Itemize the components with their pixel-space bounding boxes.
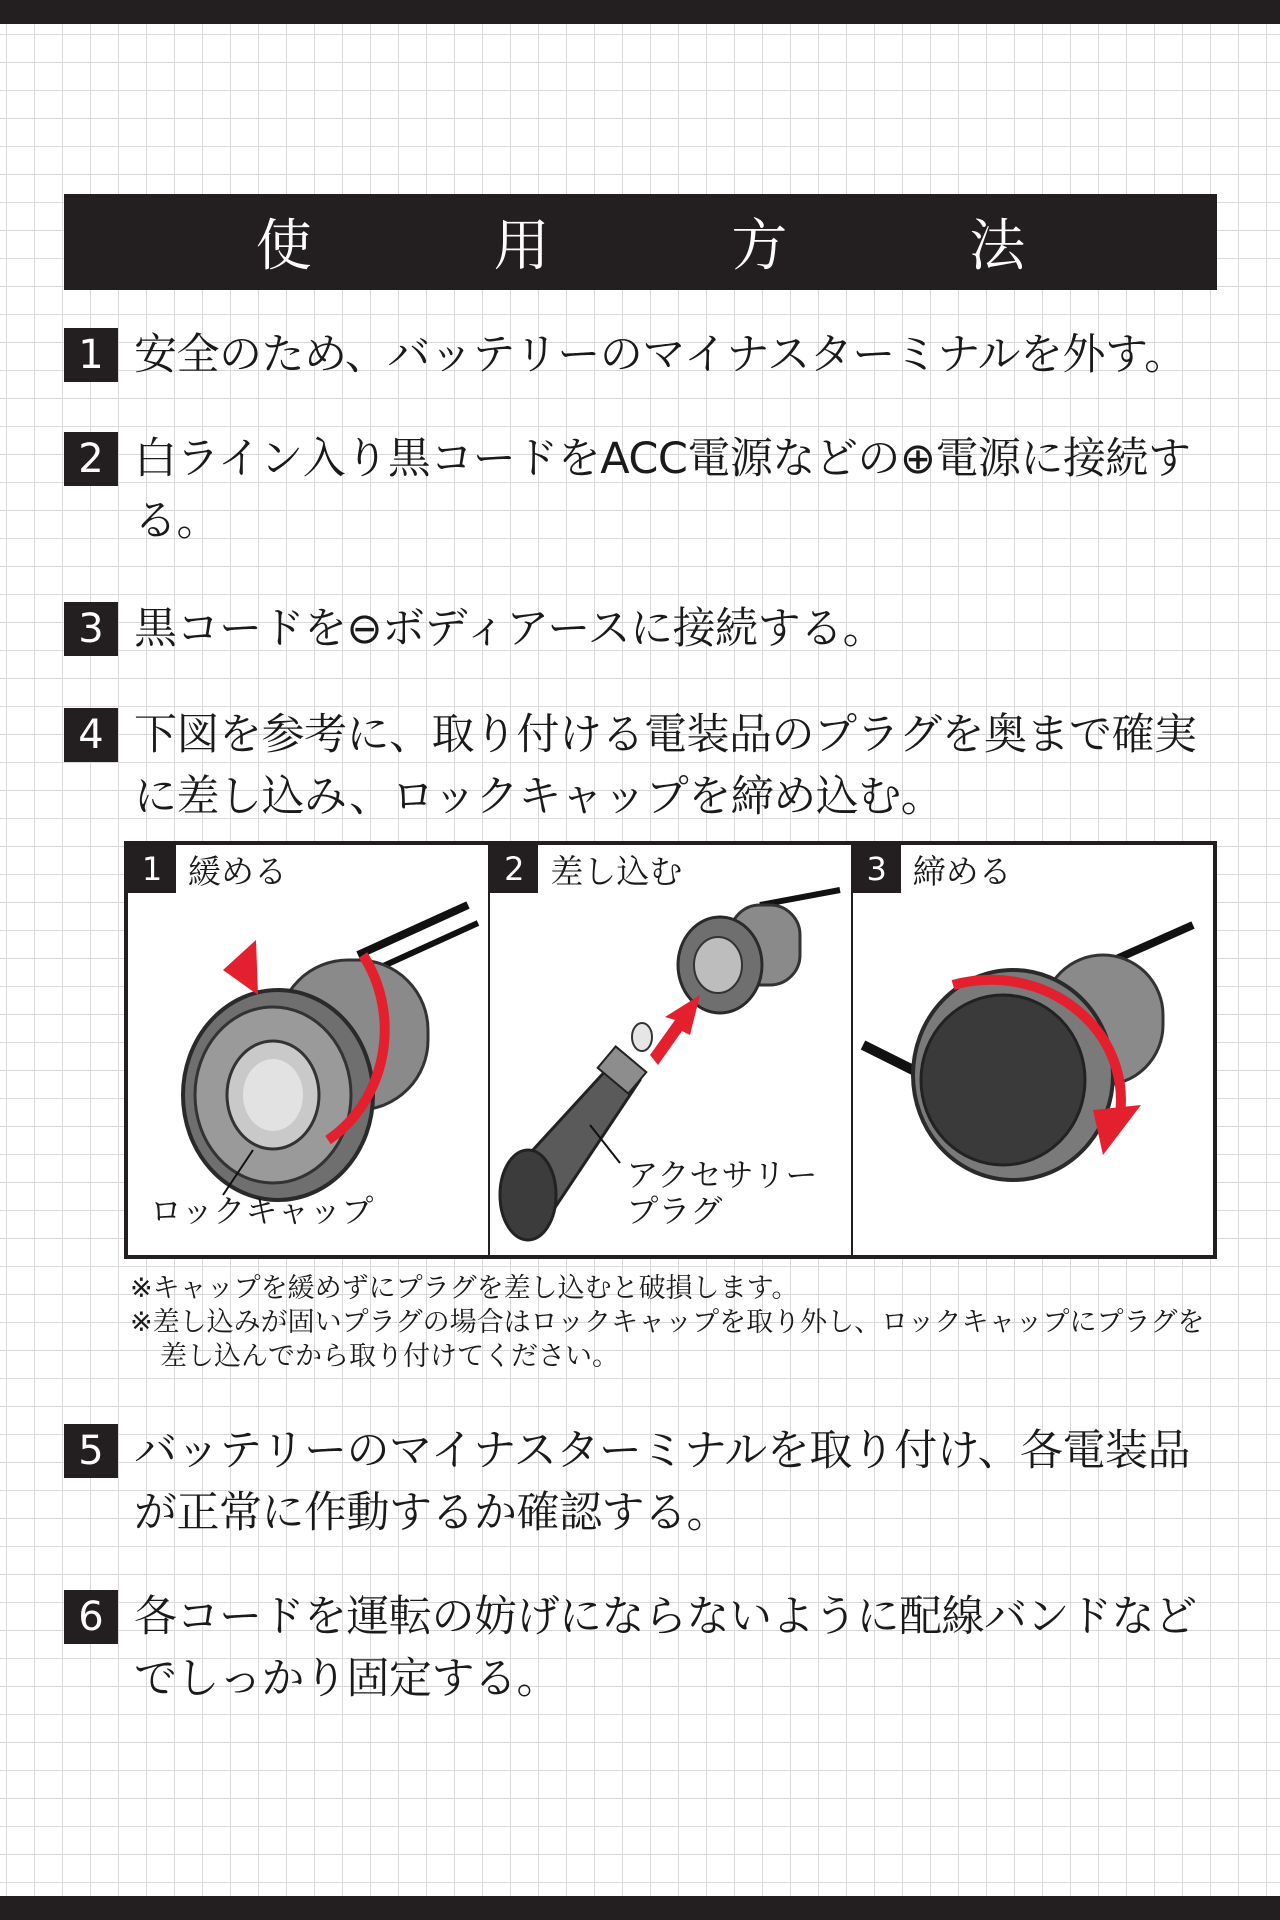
panel-label: 差し込む: [550, 851, 683, 891]
step-text: 下図を参考に、取り付ける電装品のプラグを奥まで確実に差し込み、ロックキャップを締め込む。: [134, 710, 1197, 822]
panel-header: [853, 845, 1012, 893]
panel-label: 締める: [912, 851, 1012, 891]
installation-diagram: [124, 841, 1217, 1259]
step-number: 5: [64, 1424, 118, 1478]
accessory-plug-callout: アクセサリー プラグ: [626, 1156, 818, 1230]
page-title-bar: [64, 194, 1217, 290]
note-item: [130, 1306, 1220, 1374]
note-item: [130, 1272, 1220, 1306]
top-border: [0, 0, 1280, 24]
insert-arrow-icon: [650, 995, 700, 1065]
diagram-panel-loosen: [128, 845, 490, 1255]
panel-number: 2: [490, 845, 538, 893]
bottom-border: [0, 1896, 1280, 1920]
panel-label: 緩める: [188, 851, 287, 891]
step-number: 3: [64, 602, 118, 656]
step-text: 各コードを運転の妨げにならないように配線バンドなどでしっかり固定する。: [134, 1592, 1197, 1704]
caution-notes: [130, 1272, 1220, 1374]
step-number: 4: [64, 708, 118, 762]
diagram-panel-insert: [490, 845, 852, 1255]
arrow-head-icon: [223, 940, 258, 995]
arrow-head-icon: [1093, 1105, 1141, 1155]
step-2: [64, 428, 1224, 552]
lock-cap-callout: ロックキャップ: [150, 1192, 374, 1230]
page-title: 使 用 方 法: [255, 214, 1108, 279]
step-text: バッテリーのマイナスターミナルを取り付け、各電装品が正常に作動するか確認する。: [134, 1426, 1191, 1538]
step-3: [64, 598, 1224, 660]
socket-tighten-illustration: [853, 845, 1213, 1255]
note-text: ※キャップを緩めずにプラグを差し込むと破損します。: [130, 1273, 799, 1304]
step-text: 白ライン入り黒コードをACC電源などの⊕電源に接続する。: [134, 434, 1191, 546]
step-number: 2: [64, 432, 118, 486]
step-5: [64, 1420, 1224, 1544]
step-number: 6: [64, 1590, 118, 1644]
note-text: ※差し込みが固いプラグの場合はロックキャップを取り外し、ロックキャップにプラグを差し込んでから取り付けてください。: [130, 1307, 1205, 1372]
panel-header: [128, 845, 287, 893]
panel-number: 1: [128, 845, 176, 893]
step-number: 1: [64, 328, 118, 382]
step-4: [64, 704, 1224, 828]
step-text: 黒コードを⊖ボディアースに接続する。: [134, 604, 886, 654]
step-6: [64, 1586, 1224, 1710]
step-1: [64, 324, 1224, 386]
diagram-panel-tighten: [853, 845, 1213, 1255]
panel-header: [490, 845, 682, 893]
panel-number: 3: [853, 845, 901, 893]
step-text: 安全のため、バッテリーのマイナスターミナルを外す。: [134, 330, 1187, 380]
